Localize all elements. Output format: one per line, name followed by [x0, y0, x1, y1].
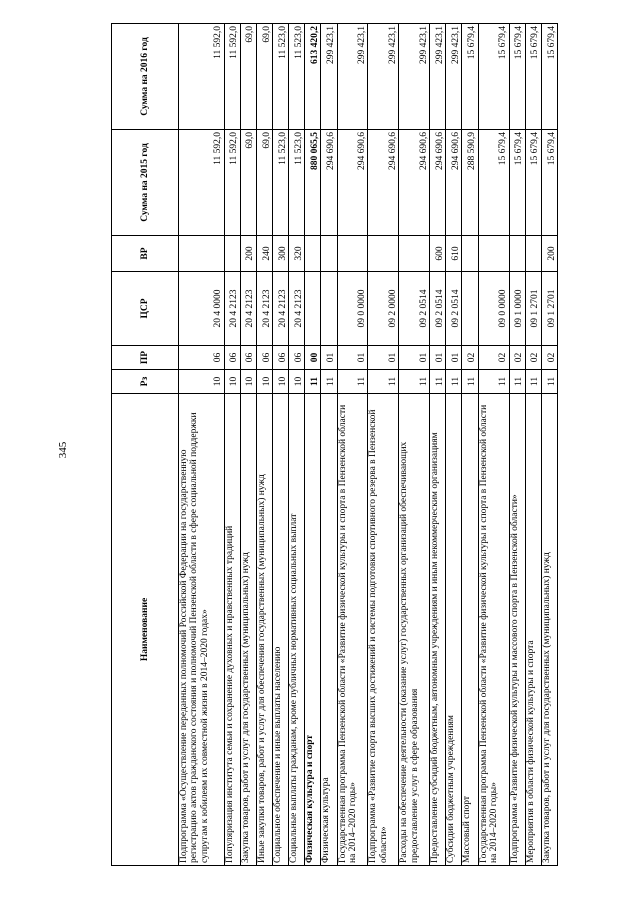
- table-row: [273, 24, 289, 866]
- row-sum-2015: 11 523,0: [273, 130, 289, 236]
- row-sum-2016: 15 679,4: [509, 24, 525, 130]
- row-csr: [305, 272, 321, 346]
- row-sum-2016: 11 592,0: [179, 24, 225, 130]
- table-row: [321, 24, 337, 866]
- table-row: [224, 24, 240, 866]
- row-sum-2015: 15 679,4: [509, 130, 525, 236]
- row-vr: 200: [541, 236, 557, 272]
- row-vr: [399, 236, 430, 272]
- row-csr: 20 4 2123: [256, 272, 272, 346]
- row-csr: 09 1 0000: [509, 272, 525, 346]
- row-sum-2016: 15 679,4: [525, 24, 541, 130]
- row-sum-2016: 299 423,1: [337, 24, 368, 130]
- row-rz: 10: [224, 370, 240, 394]
- row-vr: [305, 236, 321, 272]
- row-csr: [462, 272, 478, 346]
- row-rz: 11: [337, 370, 368, 394]
- row-pr: 06: [179, 346, 225, 370]
- row-sum-2015: 288 590,9: [462, 130, 478, 236]
- row-pr: 02: [509, 346, 525, 370]
- row-pr: 06: [273, 346, 289, 370]
- row-pr: 02: [462, 346, 478, 370]
- row-sum-2015: 15 679,4: [478, 130, 509, 236]
- budget-table: [111, 23, 558, 866]
- row-pr: 06: [224, 346, 240, 370]
- row-name: Популяризация института семьи и сохранение духовных и нравственных традиций: [224, 394, 240, 866]
- row-csr: 09 2 0514: [430, 272, 446, 346]
- row-rz: 11: [321, 370, 337, 394]
- row-name: Расходы на обеспечение деятельности (оказание услуг) государственных организаций обеспечивающих предоставление услуг в сфере образования: [399, 394, 430, 866]
- row-name: Физическая культура: [321, 394, 337, 866]
- row-sum-2015: 11 592,0: [224, 130, 240, 236]
- row-rz: 10: [240, 370, 256, 394]
- row-csr: 09 1 2701: [541, 272, 557, 346]
- row-csr: 09 2 0000: [368, 272, 399, 346]
- row-pr: 06: [256, 346, 272, 370]
- table-row: [509, 24, 525, 866]
- row-sum-2015: 294 690,6: [368, 130, 399, 236]
- row-sum-2015: 11 592,0: [179, 130, 225, 236]
- row-vr: [478, 236, 509, 272]
- row-name: Подпрограмма «Развитие физической культуры и массового спорта в Пензенской области»: [509, 394, 525, 866]
- row-sum-2016: 299 423,1: [430, 24, 446, 130]
- row-vr: 600: [430, 236, 446, 272]
- row-sum-2015: 15 679,4: [525, 130, 541, 236]
- row-name: Социальные выплаты гражданам, кроме публичных нормативных социальных выплат: [289, 394, 305, 866]
- row-rz: 11: [462, 370, 478, 394]
- row-pr: 01: [446, 346, 462, 370]
- row-rz: 10: [179, 370, 225, 394]
- row-name: Предоставление субсидий бюджетным, автономным учреждениям и иным некоммерческим организациям: [430, 394, 446, 866]
- row-name: Закупка товаров, работ и услуг для государственных (муниципальных) нужд: [541, 394, 557, 866]
- row-rz: 11: [399, 370, 430, 394]
- row-name: Социальное обеспечение и иные выплаты населению: [273, 394, 289, 866]
- row-pr: 06: [240, 346, 256, 370]
- row-pr: 06: [289, 346, 305, 370]
- header-name: Наименование: [112, 394, 179, 866]
- row-name: Закупка товаров, работ и услуг для государственных (муниципальных) нужд: [240, 394, 256, 866]
- row-csr: 09 0 0000: [337, 272, 368, 346]
- table-row: [289, 24, 305, 866]
- row-vr: 300: [273, 236, 289, 272]
- row-name: Физическая культура и спорт: [305, 394, 321, 866]
- row-csr: 20 4 2123: [273, 272, 289, 346]
- row-sum-2016: 299 423,1: [368, 24, 399, 130]
- row-sum-2016: 69,0: [240, 24, 256, 130]
- row-vr: [337, 236, 368, 272]
- table-header-row: [112, 24, 179, 866]
- row-vr: 320: [289, 236, 305, 272]
- row-sum-2016: 69,0: [256, 24, 272, 130]
- row-vr: [462, 236, 478, 272]
- row-csr: 20 4 0000: [179, 272, 225, 346]
- row-vr: [509, 236, 525, 272]
- row-vr: 200: [240, 236, 256, 272]
- row-csr: 20 4 2123: [240, 272, 256, 346]
- row-vr: 610: [446, 236, 462, 272]
- row-vr: [368, 236, 399, 272]
- row-csr: [321, 272, 337, 346]
- row-sum-2016: 11 523,0: [289, 24, 305, 130]
- row-rz: 10: [273, 370, 289, 394]
- row-vr: [321, 236, 337, 272]
- table-row: [256, 24, 272, 866]
- row-vr: [179, 236, 225, 272]
- row-vr: [224, 236, 240, 272]
- table-row: [305, 24, 321, 866]
- row-name: Мероприятия в области физической культуры и спорта: [525, 394, 541, 866]
- row-pr: 01: [430, 346, 446, 370]
- row-vr: 240: [256, 236, 272, 272]
- row-csr: 20 4 2123: [224, 272, 240, 346]
- row-sum-2016: 15 679,4: [478, 24, 509, 130]
- table-row: [399, 24, 430, 866]
- row-csr: 20 4 2123: [289, 272, 305, 346]
- row-rz: 11: [478, 370, 509, 394]
- row-rz: 11: [368, 370, 399, 394]
- row-sum-2016: 11 523,0: [273, 24, 289, 130]
- row-sum-2016: 15 679,4: [462, 24, 478, 130]
- row-rz: 11: [430, 370, 446, 394]
- row-pr: 01: [368, 346, 399, 370]
- row-sum-2016: 11 592,0: [224, 24, 240, 130]
- row-pr: 01: [321, 346, 337, 370]
- row-name: Субсидии бюджетным учреждениям: [446, 394, 462, 866]
- table-row: [430, 24, 446, 866]
- row-rz: 10: [256, 370, 272, 394]
- row-csr: 09 2 0514: [399, 272, 430, 346]
- row-sum-2015: 294 690,6: [430, 130, 446, 236]
- row-sum-2015: 15 679,4: [541, 130, 557, 236]
- row-name: Государственная программа Пензенской области «Развитие физической культуры и спорта в Пензенской области на 2014–2020 годы»: [478, 394, 509, 866]
- row-rz: 11: [305, 370, 321, 394]
- header-sum-2015: Сумма на 2015 год: [112, 130, 179, 236]
- row-sum-2016: 299 423,1: [446, 24, 462, 130]
- row-sum-2016: 15 679,4: [541, 24, 557, 130]
- row-pr: 01: [337, 346, 368, 370]
- table-row: [337, 24, 368, 866]
- header-csr: ЦСР: [112, 272, 179, 346]
- rotated-table-wrapper: [111, 24, 558, 866]
- row-sum-2015: 69,0: [256, 130, 272, 236]
- page-number: 345: [57, 441, 69, 459]
- header-pr: ПР: [112, 346, 179, 370]
- row-sum-2016: 299 423,1: [321, 24, 337, 130]
- row-name: Государственная программа Пензенской области «Развитие физической культуры и спорта в Пензенской области на 2014–2020 годы»: [337, 394, 368, 866]
- row-rz: 11: [525, 370, 541, 394]
- row-csr: 09 2 0514: [446, 272, 462, 346]
- table-body: [179, 24, 558, 866]
- row-name: Подпрограмма «Осуществление переданных полномочий Российской Федерации на государственную регистрацию актов гражданского состояния и полномочий Пензенской области в сфере социальной поддержки супругам к юбилеям их совместной жизни в 2014–2020 годах»: [179, 394, 225, 866]
- row-csr: 09 0 0000: [478, 272, 509, 346]
- row-sum-2015: 69,0: [240, 130, 256, 236]
- row-sum-2015: 294 690,6: [446, 130, 462, 236]
- row-pr: 02: [541, 346, 557, 370]
- row-pr: 02: [525, 346, 541, 370]
- header-rz: Рз: [112, 370, 179, 394]
- row-sum-2015: 880 065,5: [305, 130, 321, 236]
- row-sum-2016: 299 423,1: [399, 24, 430, 130]
- table-row: [462, 24, 478, 866]
- row-vr: [525, 236, 541, 272]
- header-vr: ВР: [112, 236, 179, 272]
- table-row: [446, 24, 462, 866]
- table-row: [179, 24, 225, 866]
- row-rz: 11: [541, 370, 557, 394]
- row-pr: 01: [399, 346, 430, 370]
- row-sum-2015: 294 690,6: [321, 130, 337, 236]
- row-sum-2015: 11 523,0: [289, 130, 305, 236]
- table-row: [478, 24, 509, 866]
- row-pr: 02: [478, 346, 509, 370]
- row-rz: 11: [446, 370, 462, 394]
- row-sum-2016: 613 420,2: [305, 24, 321, 130]
- table-row: [368, 24, 399, 866]
- header-sum-2016: Сумма на 2016 год: [112, 24, 179, 130]
- row-csr: 09 1 2701: [525, 272, 541, 346]
- row-name: Массовый спорт: [462, 394, 478, 866]
- table-row: [240, 24, 256, 866]
- row-name: Подпрограмма «Развитие спорта высших достижений и системы подготовки спортивного резерва в Пензенской области»: [368, 394, 399, 866]
- row-sum-2015: 294 690,6: [399, 130, 430, 236]
- row-rz: 11: [509, 370, 525, 394]
- row-name: Иные закупки товаров, работ и услуг для обеспечения государственных (муниципальных) нужд: [256, 394, 272, 866]
- table-row: [541, 24, 557, 866]
- row-rz: 10: [289, 370, 305, 394]
- row-sum-2015: 294 690,6: [337, 130, 368, 236]
- row-pr: 00: [305, 346, 321, 370]
- table-row: [525, 24, 541, 866]
